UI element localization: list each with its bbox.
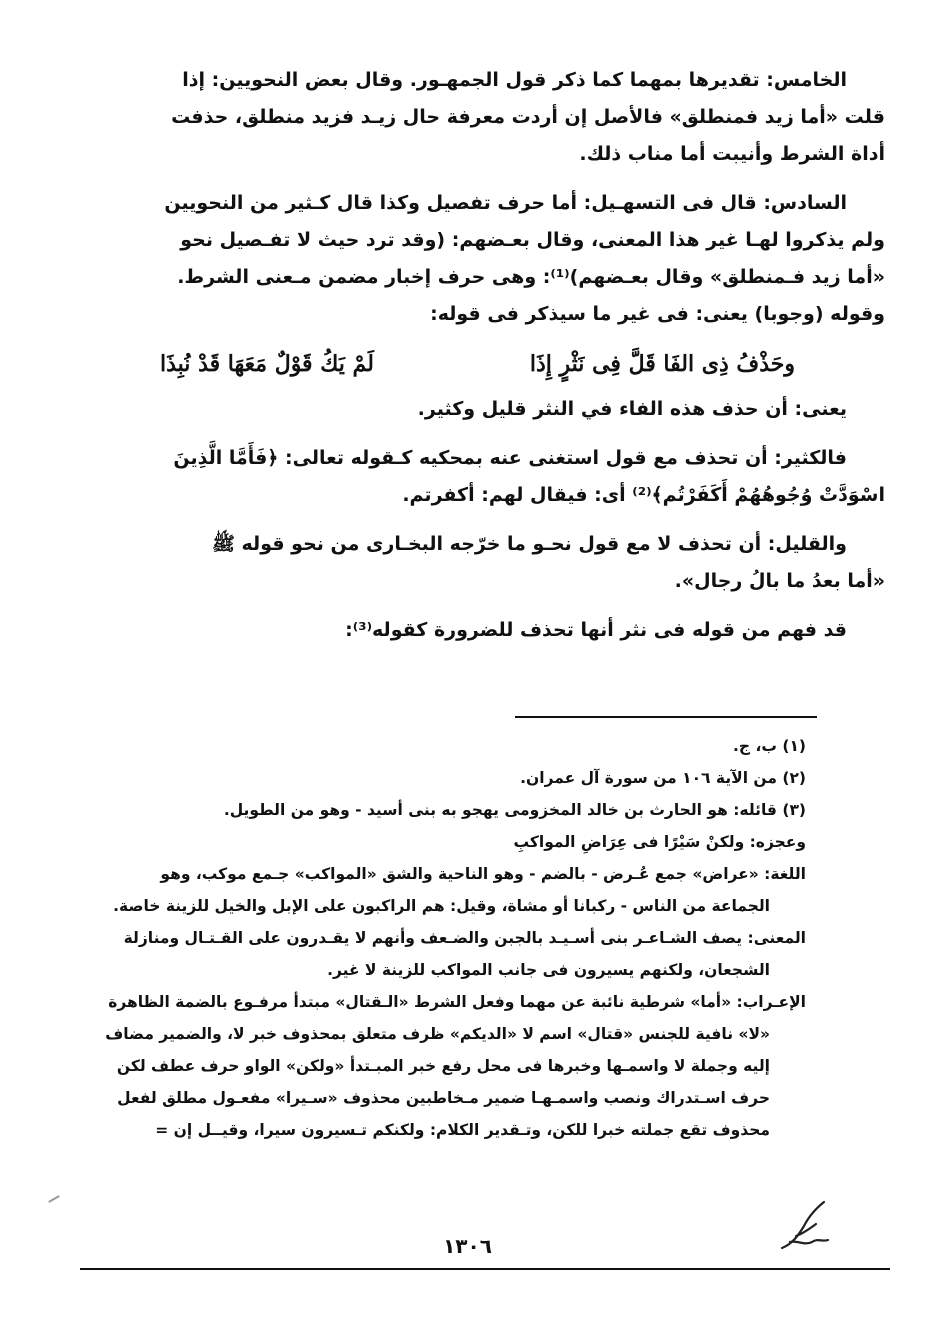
text-line: أداة الشرط وأنيبت أما مناب ذلك.: [579, 143, 885, 165]
paragraph-sixth: [70, 185, 885, 333]
footnote-line: إليه وجملة لا واسمـها وخبرها فى محل رفع خبر المبـتدأ «ولكن» الواو حرف عطف لكن: [116, 1057, 770, 1075]
text-line: الخامس: تقديرها بمهما كما ذكر قول الجمهـور. وقال بعض النحويين: إذا: [182, 69, 847, 91]
footnotes: [70, 730, 810, 1146]
page-number: ١٣٠٦: [443, 1234, 492, 1258]
verse: [70, 345, 885, 383]
footnote-line: محذوف تقع جملته خبرا للكن، وتـقدير الكلام: ولكنكم تـسيرون سيرا، وقيــل إن =: [155, 1121, 770, 1139]
text-line: فالكثير: أن تحذف مع قول استغنى عنه بمحكيه كـقوله تعالى: ﴿فَأَمَّا الَّذِينَ: [173, 447, 847, 469]
text-line: قلت «أما زيد فمنطلق» فالأصل إن أردت معرفة حال زيـد فزيد منطلق، حذفت: [171, 106, 885, 128]
text-line: السادس: قال فى التسهـيل: أما حرف تفصيل وكذا قال كـثير من النحويين: [164, 192, 847, 214]
footnote-line: الإعـراب: «أما» شرطية نائبة عن مهما وفعل الشرط «الـقتال» مبتدأ مرفـوع بالضمة الظاهرة: [108, 993, 806, 1011]
text-line: «أما بعدُ ما بالُ رجال».: [674, 570, 885, 592]
verse-second-hemistich: لَمْ يَكُ قَوْلٌ مَعَهَا قَدْ نُبِذَا: [160, 351, 374, 377]
text-line: وقوله (وجوبا) يعنى: فى غير ما سيذكر فى قوله:: [430, 303, 885, 325]
text-line: يعنى: أن حذف هذه الفاء في النثر قليل وكثير.: [417, 398, 847, 420]
paragraph-fifth: [70, 62, 885, 173]
footnote-line: (٢) من الآية ١٠٦ من سورة آل عمران.: [520, 769, 806, 787]
text-line: اسْوَدَّتْ وُجُوهُهُمْ أَكَفَرْتُم﴾⁽²⁾ أى: فيقال لهم: أكفرتم.: [402, 484, 885, 506]
footnote-line: حرف اسـتدراك ونصب واسمـهـا ضمير مـخاطبين محذوف «سـيرا» مفعـول مطلق لفعل: [117, 1089, 770, 1107]
bottom-rule: [80, 1268, 890, 1270]
text-line: قد فهم من قوله فى نثر أنها تحذف للضرورة كقوله⁽³⁾:: [345, 619, 847, 641]
main-text: [70, 62, 885, 661]
paragraph-understood: [70, 612, 885, 649]
footnote-divider: [515, 716, 817, 718]
verse-first-hemistich: وحَذْفُ ذِى الفَا قَلَّ فِى نَثْرٍ إِذَا: [529, 351, 795, 377]
footnote-line: المعنى: يصف الشـاعـر بنى أسـيـد بالجبن والضـعف وأنهم لا يقـدرون على القـتـال ومنازلة: [123, 929, 806, 947]
footnote-line: وعجزه: ولكنْ سَيْرًا فى عِرَاضِ المواكبِ: [513, 833, 806, 851]
footnote-line: (١) ب، ج.: [733, 737, 806, 755]
paragraph-meaning: [70, 391, 885, 428]
footnote-line: الشجعان، ولكنهم يسيرون فى جانب المواكب للزينة لا غير.: [327, 961, 770, 979]
footnote-line: «لا» نافية للجنس «قتال» اسم لا «الديكم» ظرف متعلق بمحذوف خبر لا، والضمير مضاف: [105, 1025, 770, 1043]
footnote-line: الجماعة من الناس - ركبانا أو مشاة، وقيل: هم الراكبون على الإبل والخيل للزينة خاصة.: [113, 897, 770, 915]
paragraph-few: [70, 526, 885, 600]
scan-mark: [48, 1195, 59, 1203]
text-line: والقليل: أن تحذف لا مع قول نحـو ما خرّجه البخـارى من نحو قوله ﷺ: [211, 533, 847, 555]
footnote-line: (٣) قائله: هو الحارث بن خالد المخزومى يهجو به بنى أسيد - وهو من الطويل.: [223, 801, 806, 819]
text-line: ولم يذكروا لهـا غير هذا المعنى، وقال بعـضهم: (وقد ترد حيث لا تفـصيل نحو: [180, 229, 885, 251]
text-line: «أما زيد فـمنطلق» وقال بعـضهم)⁽¹⁾: وهى حرف إخبار مضمن مـعنى الشرط.: [177, 266, 885, 288]
footnote-line: اللغة: «عراض» جمع عُـرض - بالضم - وهو الناحية والشق «المواكب» جـمع موكب، وهو: [160, 865, 806, 883]
paragraph-many: [70, 440, 885, 514]
